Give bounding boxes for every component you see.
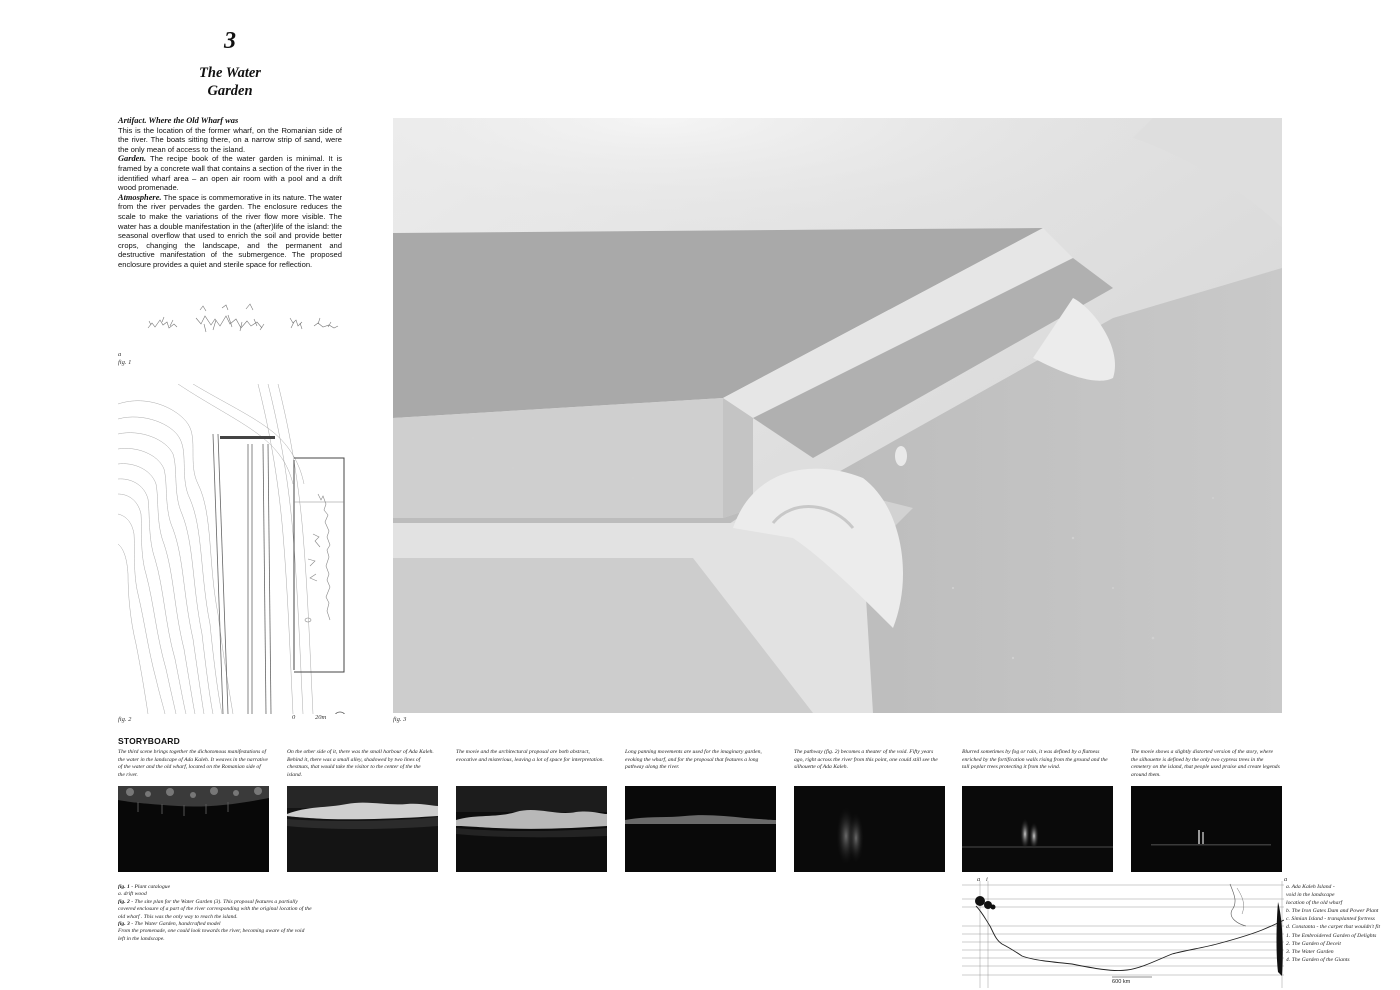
intro-paragraph-artifact: This is the location of the former wharf, on the Romanian side of the river. The boats sitting there, on a narrow strip of sand, were the only mean of access to the island. (118, 125, 342, 154)
storyboard-frame-7 (1131, 786, 1282, 872)
storyboard-text-1: The third scene brings together the dichotomous manifestations of the water in the landscape of Ada Kaleh. It weaves in the narrative of the water and the old wharf, located on the Romanian side of the river. (118, 749, 268, 778)
map-legend-item: 4. The Garden of the Giants (1286, 956, 1350, 963)
map-marker-a: a (977, 876, 981, 883)
storyboard-frame-2 (287, 786, 438, 872)
map-legend-item: d. Constanta - the carpet that wouldn't fit (1286, 924, 1381, 931)
intro-text (118, 116, 342, 270)
storyboard-text-7: The movie shows a slightly distorted version of the story, where the silhouette is defined by the only two cypress trees in the cemetery on the island, that people used praise and create legends around them. (1131, 749, 1280, 778)
chapter-title-line-1: The Water (199, 65, 261, 81)
storyboard-text-5: The pathway (fig. 2) becomes a theater of the void. Fifty years ago, right across the river from this point, one could still see the silhouette of Ada Kaleh. (794, 749, 938, 771)
intro-heading-artifact: Artifact. Where the Old Wharf was (118, 116, 239, 125)
storyboard-text-2: On the other side of it, there was the small harbour of Ada Kaleh. Behind it, there was a small alley, shadowed by two lines of chestnuts, that would take the visitor to the center of the the island. (287, 749, 434, 778)
map-legend-item: location of the old wharf (1286, 900, 1343, 907)
map-legend-item: c. Simian Island - transplanted fortress (1286, 916, 1375, 923)
storyboard-text-3: The movie and the architectural proposal are both abstract, evocative and misterious, leaving a lot of space for interpretation. (456, 749, 604, 763)
intro-paragraph-garden: Garden. The recipe book of the water garden is minimal. It is framed by a concrete wall that contains a section of the river in the identified wharf area – an open air room with a pool and a drift wood promenade. (118, 154, 342, 193)
map-legend-item: 2. The Garden of Deceit (1286, 940, 1341, 947)
fig1-label: fig. 1 (118, 359, 132, 366)
storyboard-text-4: Long panning movements are used for the imaginary garden, evoking the wharf, and for the proposal that features a long pathway along the river. (625, 749, 762, 771)
caption-fig3-line3: left in the landscape. (118, 935, 165, 942)
fig1-marker: a (118, 351, 122, 358)
map-marker-a2: a (1284, 876, 1288, 883)
figure-captions (118, 884, 350, 943)
storyboard-frame-5 (794, 786, 945, 872)
storyboard-frame-1 (118, 786, 269, 872)
caption-fig2-line3: old wharf . This was the only way to reach the island. (118, 913, 238, 920)
plant-catalogue-sketch (118, 298, 340, 346)
caption-fig2: fig. 2 - The site plan for the Water Garden (3). This proposal features a partially (118, 898, 298, 905)
scale-zero: 0 (292, 714, 296, 721)
storyboard-text-6: Blurred sometimes by fog or rain, it was defined by a flatness enriched by the fortification walls rising from the ground and the tall poplar trees protecting it from the wind. (962, 749, 1108, 771)
caption-fig3: fig. 3 - The Water Garden, handcrafted model (118, 921, 221, 928)
chapter-number: 3 (224, 28, 236, 54)
wharf-roof (220, 436, 275, 439)
storyboard-heading: STORYBOARD (118, 736, 180, 746)
storyboard-frame-3 (456, 786, 607, 872)
storyboard-frame-6 (962, 786, 1113, 872)
chapter-title (170, 64, 290, 100)
map-legend-item: 3. The Water Garden (1286, 948, 1334, 955)
caption-fig1: fig. 1 - Plant catalogue (118, 884, 171, 890)
map-legend (1286, 883, 1380, 964)
storyboard-frame-4 (625, 786, 776, 872)
danube-map (962, 876, 1284, 988)
map-marker-i: i (986, 876, 988, 883)
scale-20m: 20m (315, 714, 327, 721)
chapter-title-line-2: Garden (207, 83, 253, 99)
fig2-label: fig. 2 (118, 716, 132, 723)
map-scale-label: 600 km (1112, 979, 1131, 985)
model-photo (393, 118, 1282, 713)
caption-fig3-line2: From the promenade, one could look towards the river, becoming aware of the void (118, 928, 305, 935)
map-legend-item: b. The Iron Gates Dam and Power Plant (1286, 908, 1379, 915)
caption-fig1-item: a. drift wood (118, 891, 147, 898)
map-legend-item: void in the landscape (1286, 892, 1335, 899)
fig3-label: fig. 3 (393, 716, 407, 723)
site-plan (118, 384, 348, 714)
map-legend-item: 1. The Embroidered Garden of Delights (1286, 932, 1377, 939)
map-legend-item: a. Ada Kaleh Island - (1286, 884, 1335, 890)
intro-paragraph-atmosphere: Atmosphere. The space is commemorative in its nature. The water from the river pervades the garden. The enclosure reduces the scale to make the variations of the river flow more visible. The water has a double manifestation in the (after)life of the island: the seasonal overflow that used to enrich the soil and provide better crops, changing the landscape, and the permanent and destructive manifestation of the submergence. The proposed enclosure provides a quiet and sterile space for reflection. (118, 192, 342, 269)
caption-fig2-line2: covered enclosure of a part of the river corresponding with the original location of the (118, 906, 312, 913)
